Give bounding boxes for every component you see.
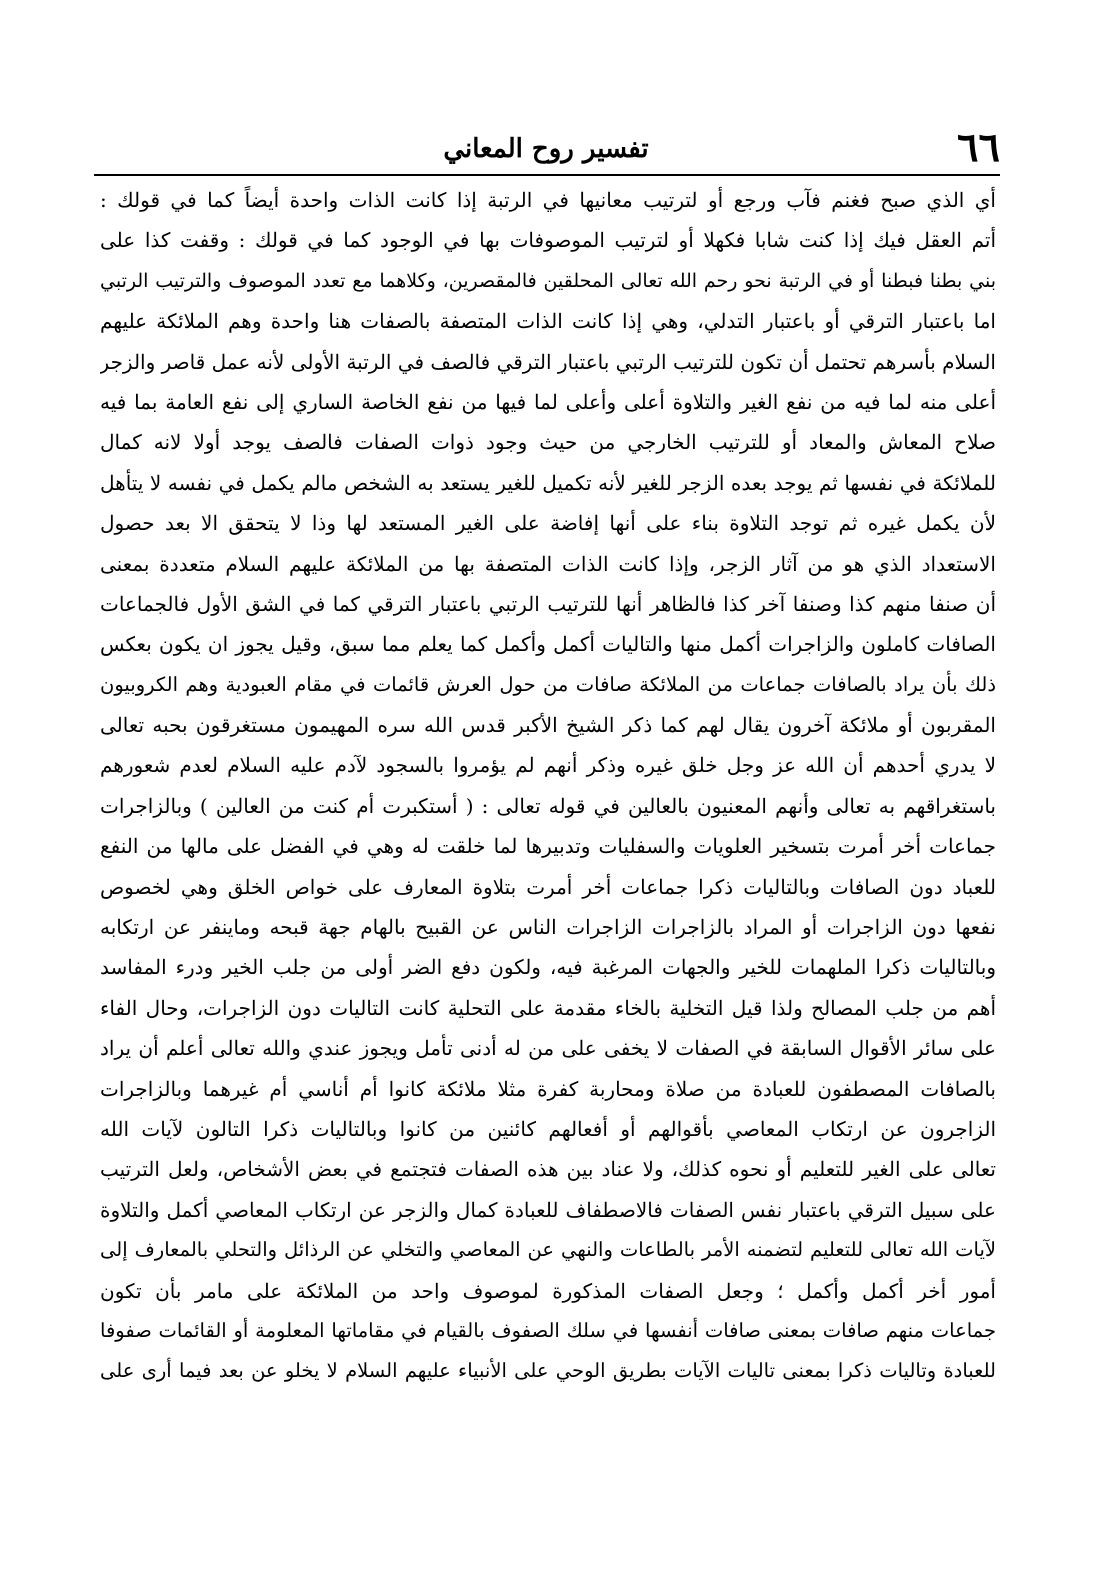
text-line: اما باعتبار الترقي أو باعتبار التدلي، وهي إذا كانت الذات المتصفة بالصفات هنا واحدة وهم الملائكة عليهم: [100, 309, 996, 334]
text-line: وبالتاليات ذكرا الملهمات للخير والجهات المرغبة فيه، ولكون دفع الضر أولى من جلب الخير ودرء المفاسد: [100, 955, 996, 980]
text-line: الصافات كاملون والزاجرات أكمل منها والتاليات أكمل وأكمل كما يعلم مما سبق، وقيل يجوز ان يكون بعكس: [100, 632, 996, 657]
text-line: للملائكة في نفسها ثم يوجد بعده الزجر للغير لأنه تكميل للغير يستعد به الشخص مالم يكمل في نفسه لا يتأهل: [100, 470, 996, 495]
text-line: أي الذي صبح فغنم فآب ورجع أو لترتيب معانيها في الرتبة إذا كانت الذات واحدة أيضاً كما في قولك :: [100, 188, 996, 212]
text-line: باستغراقهم به تعالى وأنهم المعنيون بالعالين في قوله تعالى : ( أستكبرت أم كنت من العالين ) وبالزاجرات: [100, 793, 996, 818]
text-line: السلام بأسرهم تحتمل أن تكون للترتيب الرتبي باعتبار الترقي فالصف في الرتبة الأولى لأنه عمل قاصر والزجر: [100, 349, 996, 374]
text-line: نفعها دون الزاجرات أو المراد بالزاجرات الزاجرات الناس عن القبيح بالهام جهة قبحه وماينفر عن ارتكابه: [100, 915, 996, 940]
running-title: تفسير روح المعاني: [443, 134, 649, 164]
text-line: جماعات منهم صافات بمعنى صافات أنفسها في سلك الصفوف بالقيام في مقاماتها المعلومة أو القائمات صفوفا: [100, 1318, 996, 1342]
text-line: صلاح المعاش والمعاد أو للترتيب الخارجي من حيث وجود ذوات الصفات فالصف يوجد أولا لانه كمال: [100, 430, 996, 455]
text-line: أن صنفا منهم كذا وصنفا آخر كذا فالظاهر أنها للترتيب الرتبي باعتبار الترقي كما في الشق الأول فالجماعات: [100, 591, 996, 616]
text-line: أتم العقل فيك إذا كنت شابا فكهلا أو لترتيب الموصوفات بها في الوجود كما في قولك : وقفت كذا على: [100, 228, 996, 253]
text-line: تعالى على الغير للتعليم أو نحوه كذلك، ولا عناد بين هذه الصفات فتجتمع في بعض الأشخاص، ولعل الترتيب: [100, 1157, 996, 1182]
page-number: ٦٦: [957, 124, 1000, 171]
text-line: الزاجرون عن ارتكاب المعاصي بأقوالهم أو أفعالهم كائنين من كانوا وبالتاليات ذكرا التالون لآيات الله: [100, 1116, 996, 1141]
body-text: [100, 180, 996, 1392]
text-line: أمور أخر أكمل وأكمل ؛ وجعل الصفات المذكورة لموصوف واحد من الملائكة على مامر بأن تكون: [100, 1278, 996, 1303]
text-line: المقربون أو ملائكة آخرون يقال لهم كما ذكر الشيخ الأكبر قدس الله سره المهيمون مستغرقون بحبه تعالى: [100, 713, 996, 738]
text-line: أهم من جلب المصالح ولذا قيل التخلية بالخاء مقدمة على التحلية كانت التاليات دون الزاجرات، وحال الفاء: [100, 995, 996, 1020]
text-line: على سبيل الترقي باعتبار نفس الصفات فالاصطفاف للعبادة كمال والزجر عن ارتكاب المعاصي أكمل والتلاوة: [100, 1197, 996, 1222]
text-line: للعباد دون الصافات وبالتاليات ذكرا جماعات أخر أمرت بتلاوة المعارف على خواص الخلق وهي لخصوص: [100, 874, 996, 899]
text-line: على سائر الأقوال السابقة في الصفات لا يخفى على من له أدنى تأمل ويجوز عندي والله تعالى أعلم أن يراد: [100, 1036, 996, 1061]
text-line: الاستعداد الذي هو من آثار الزجر، وإذا كانت الذات المتصفة بها من الملائكة عليهم السلام متعددة بمعنى: [100, 551, 996, 576]
text-line: لآيات الله تعالى للتعليم لتضمنه الأمر بالطاعات والنهي عن المعاصي والتخلي عن الرذائل والتحلي بالمعارف إلى: [100, 1238, 996, 1262]
text-line: جماعات أخر أمرت بتسخير العلويات والسفليات وتدبيرها لما خلقت له وهي في الفضل على مالها من النفع: [100, 834, 996, 859]
text-line: للعبادة وتاليات ذكرا بمعنى تاليات الآيات بطريق الوحي على الأنبياء عليهم السلام لا يخلو عن بعد فيما أرى على: [100, 1359, 996, 1383]
page-header: [92, 124, 1000, 174]
header-rule: [94, 174, 1000, 176]
text-line: أعلى منه لما فيه من نفع الغير والتلاوة أعلى وأعلى لما فيها من نفع الخاصة الساري إلى نفع العامة بما فيه: [100, 389, 996, 414]
text-line: ذلك بأن يراد بالصافات جماعات من الملائكة صافات من حول العرش قائمات في مقام العبودية وهم الكروبيون: [100, 672, 996, 696]
text-line: بني بطنا فبطنا أو في الرتبة نحو رحم الله تعالى المحلقين فالمقصرين، وكلاهما مع تعدد الموصوف والترتيب الرتبي: [100, 269, 996, 292]
text-line: لا يدري أحدهم أن الله عز وجل خلق غيره وذكر أنهم لم يؤمروا بالسجود لآدم عليه السلام لعدم شعورهم: [100, 753, 996, 778]
text-line: بالصافات المصطفون للعبادة من صلاة ومحاربة كفرة مثلا ملائكة كانوا أم أناسي أم غيرهما وبالزاجرات: [100, 1076, 996, 1101]
text-line: لأن يكمل غيره ثم توجد التلاوة بناء على أنها إفاضة على الغير المستعد لها وذا لا يتحقق الا بعد حصول: [100, 511, 996, 536]
